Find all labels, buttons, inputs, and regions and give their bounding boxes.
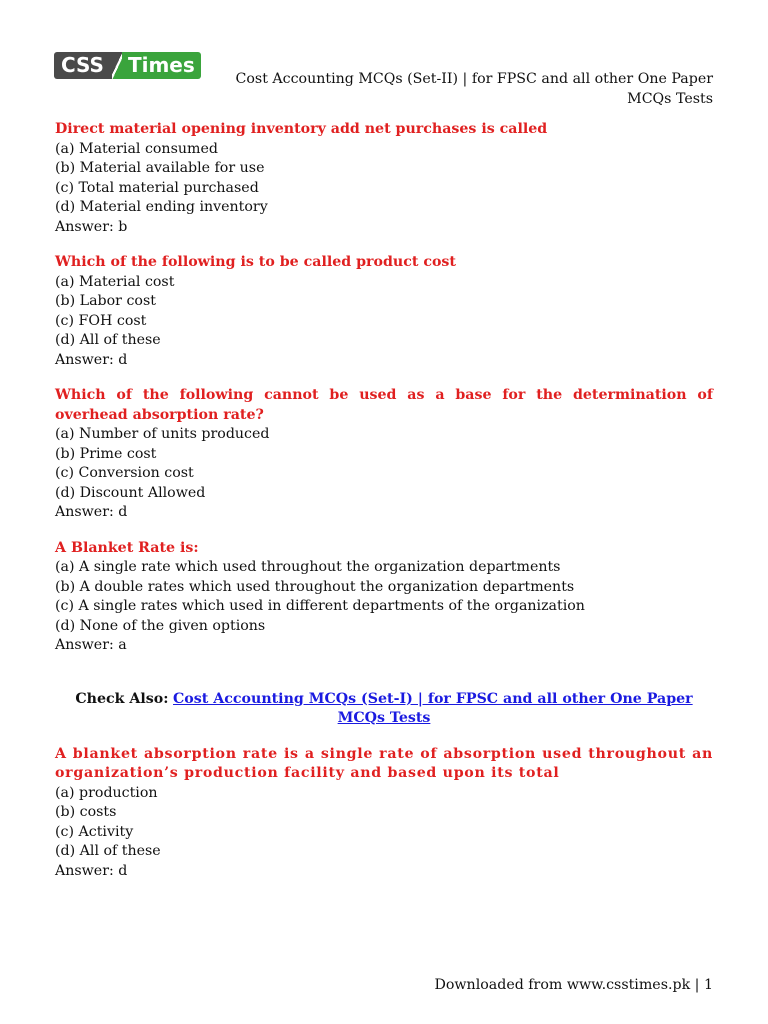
check-also-section [55, 690, 713, 729]
option-a: (a) Material consumed [55, 140, 218, 157]
option-b: (b) Material available for use [55, 160, 265, 176]
logo-times-text: Times [122, 52, 201, 79]
option-c: (c) Total material purchased [55, 179, 259, 196]
option-a: (a) Number of units produced [55, 426, 270, 442]
option-c: (c) A single rates which used in different departments of the organization [55, 598, 585, 614]
logo-css-text: CSS [54, 52, 112, 79]
option-c: (c) FOH cost [55, 312, 147, 329]
page-footer: Downloaded from www.csstimes.pk | 1 [434, 977, 713, 993]
option-b: (b) costs [55, 804, 117, 820]
option-c: (c) Activity [55, 823, 134, 840]
option-d: (d) Material ending inventory [55, 199, 268, 215]
question-block-2 [55, 253, 713, 370]
answer-text: Answer: d [55, 862, 128, 879]
answer-text: Answer: d [55, 504, 128, 520]
option-a: (a) A single rate which used throughout the organization departments [55, 559, 561, 575]
answer-text: Answer: d [55, 351, 128, 368]
answer-text: Answer: b [55, 218, 128, 235]
question-text: A Blanket Rate is: [55, 539, 199, 556]
document-body [55, 120, 713, 897]
option-b: (b) Labor cost [55, 293, 156, 309]
question-text: Direct material opening inventory add net purchases is called [55, 121, 548, 137]
logo-slash [112, 52, 122, 79]
option-a: (a) Material cost [55, 273, 175, 290]
csstimes-logo [54, 52, 201, 79]
question-block-5 [55, 745, 713, 882]
option-b: (b) A double rates which used throughout the organization departments [55, 578, 575, 595]
option-d: (d) All of these [55, 332, 161, 348]
option-b: (b) Prime cost [55, 445, 157, 462]
check-also-link[interactable]: Cost Accounting MCQs (Set-I) | for FPSC and all other One Paper MCQs Tests [173, 690, 693, 726]
question-text: Which of the following cannot be used as a base for the determination of overhead absorption rate? [55, 387, 713, 423]
question-text: Which of the following is to be called product cost [55, 254, 456, 270]
question-block-1 [55, 120, 713, 237]
answer-text: Answer: a [55, 637, 127, 653]
header-line-1: Cost Accounting MCQs (Set-II) | for FPSC and all other One Paper [235, 71, 713, 87]
option-d: (d) All of these [55, 843, 161, 859]
option-d: (d) None of the given options [55, 617, 266, 634]
question-block-4 [55, 539, 713, 656]
document-header [213, 69, 713, 109]
option-c: (c) Conversion cost [55, 465, 194, 481]
check-also-label: Check Also: [75, 690, 169, 707]
question-block-3 [55, 386, 713, 523]
question-text: A blanket absorption rate is a single rate of absorption used throughout an organization’s production facility and based upon its total [55, 745, 713, 781]
option-d: (d) Discount Allowed [55, 484, 206, 501]
option-a: (a) production [55, 784, 158, 801]
header-line-2: MCQs Tests [627, 91, 713, 107]
